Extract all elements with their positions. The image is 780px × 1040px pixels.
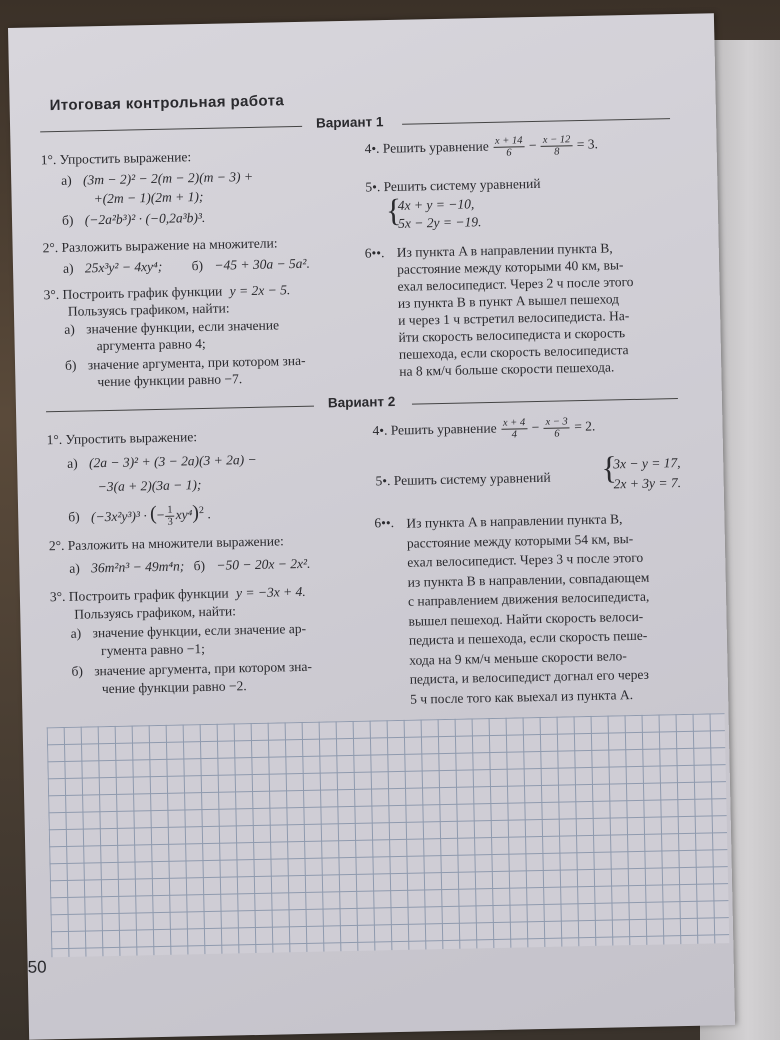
v2-task3-line2: Пользуясь графиком, найти:	[74, 603, 237, 622]
v1-task5-eq2: 5x − 2y = −19.	[398, 214, 482, 231]
v1-task3-a-line2: аргумента равно 4;	[96, 335, 206, 354]
v2-task2-options	[69, 555, 310, 577]
v2-task3-a-line1: значение функции, если значение ар-	[92, 620, 307, 641]
v2-task1-text: Упростить выражение:	[65, 429, 198, 447]
v1-task5-brace: {	[385, 191, 402, 229]
v2-task4-fraction2	[543, 416, 570, 440]
v2-task3-text: Построить график функции	[68, 585, 229, 604]
v2-task6-line: Из пункта A в направлении пункта B,	[406, 511, 623, 531]
v1-task3-a-label: а)	[64, 321, 75, 337]
v1-task1-a	[61, 168, 253, 189]
v1-task4-f2-den: 8	[554, 146, 560, 158]
v1-task4-fraction1	[493, 135, 525, 159]
v1-task1-a-line1: (3m − 2)² − 2(m − 2)(m − 3) +	[82, 168, 254, 188]
v2-task1-b-expr2: xy⁴	[175, 506, 193, 523]
v2-task1-b-tail: .	[207, 506, 211, 522]
v2-task4	[372, 416, 595, 444]
v1-task6-text	[397, 239, 636, 380]
v2-task1-b-sign: −	[156, 507, 165, 523]
v2-task2	[49, 532, 284, 554]
v2-task3-b	[71, 658, 312, 680]
v1-task3-func: y = 2x − 5.	[229, 282, 291, 299]
v1-task1-b-label: б)	[61, 212, 74, 228]
v1-task6-line: на 8 км/ч больше скорости пешехода.	[399, 359, 615, 379]
v1-task4	[364, 134, 598, 162]
v1-task1-b-expr: (−2a²b³)² · (−0,2a³b)³.	[84, 209, 206, 228]
v2-task2-a-expr: 36m²n³ − 49m⁴n;	[91, 558, 185, 576]
v1-task3-line2: Пользуясь графиком, найти:	[67, 300, 230, 319]
v2-task6-line: хода на 9 км/ч меньше скорости вело-	[409, 647, 627, 668]
v1-task6-line: йти скорость велосипедиста и скорость	[398, 325, 626, 345]
v2-task6-line: из пункта B в направлении, совпадающем	[407, 569, 650, 590]
v2-task2-text: Разложить на множители выражение:	[67, 533, 284, 553]
v2-task3-a-line2: гумента равно −1;	[100, 641, 206, 659]
v2-task4-text: Решить уравнение	[390, 420, 497, 438]
v1-task6-line: Из пункта A в направлении пункта B,	[396, 240, 613, 260]
v2-task1-b-close-paren: )	[192, 501, 200, 524]
v2-task2-b-label: б)	[193, 557, 206, 574]
v2-task4-minus: −	[531, 419, 540, 435]
v1-task1-number: 1°.	[40, 152, 57, 168]
v1-task2	[42, 234, 277, 256]
v1-task4-text: Решить уравнение	[382, 138, 489, 156]
v2-task6-line: расстояние между которыми 54 км, вы-	[406, 530, 634, 551]
v1-task2-text: Разложить выражение на множители:	[61, 235, 278, 255]
v1-task6-line: ехал велосипедист. Через 2 ч после этого	[397, 273, 634, 294]
v1-task1-b	[62, 209, 206, 229]
v1-task2-number: 2°.	[42, 239, 59, 256]
v1-task1	[41, 148, 192, 168]
v2-task1-b-open-paren: (	[149, 502, 157, 525]
v2-task2-number: 2°.	[48, 537, 65, 554]
v2-task3-b-line1: значение аргумента, при котором зна-	[94, 658, 313, 679]
v2-task3-b-label: б)	[71, 663, 84, 679]
v2-task4-f1-num: x + 4	[501, 417, 527, 430]
v2-task5-eq1: 3x − y = 17,	[613, 455, 681, 472]
v2-task5-brace: {	[600, 449, 618, 486]
v2-task5	[375, 469, 550, 490]
v2-task1-b-label: б)	[68, 509, 80, 525]
v2-task4-number: 4•.	[372, 422, 388, 439]
v2-task5-text: Решить систему уравнений	[393, 469, 551, 489]
v1-task2-a-label: а)	[62, 260, 74, 276]
v1-task3-b-line1: значение аргумента, при котором зна-	[87, 352, 306, 373]
v2-task3	[50, 583, 306, 605]
divider-right-2	[412, 398, 678, 405]
v1-task6-line: расстояние между которыми 40 км, вы-	[396, 257, 624, 277]
v1-task5-eq1: 4x + y = −10,	[397, 196, 475, 213]
v2-task1-b	[68, 502, 211, 530]
workbook-page	[8, 13, 735, 1040]
v1-task4-number: 4•.	[364, 140, 380, 157]
v2-task1-b-frac-den: 3	[167, 516, 173, 528]
v2-task3-b-line2: чение функции равно −2.	[101, 678, 247, 697]
v2-task6-line: педиста, и велосипедист догнал его через	[409, 666, 650, 687]
v2-task6-text	[406, 509, 652, 709]
v2-task1-a	[67, 451, 257, 472]
v1-task3-text: Построить график функции	[62, 283, 223, 302]
v2-task1-a-line2: −3(a + 2)(3a − 1);	[97, 477, 202, 495]
v2-task6-line: педиста и пешехода, если скорость пеше-	[408, 627, 648, 648]
v1-task4-f2-num: x − 12	[541, 134, 573, 147]
variant-1-heading: Вариант 1	[315, 114, 384, 131]
v2-task6-line: ехал велосипедист. Через 3 ч после этого	[407, 549, 644, 570]
v1-task6-line: и через 1 ч встретил велосипедиста. На-	[398, 308, 630, 328]
v1-task4-f1-num: x + 14	[493, 135, 525, 148]
divider-left-2	[46, 406, 314, 413]
page-title: Итоговая контрольная работа	[49, 92, 285, 115]
v2-task5-eq2: 2x + 3y = 7.	[613, 475, 682, 492]
v1-task6-line: из пункта B в пункт A вышел пешеход	[397, 291, 620, 311]
v1-task2-options	[63, 255, 310, 277]
v2-task5-number: 5•.	[375, 473, 391, 489]
v2-task1	[46, 428, 197, 448]
v2-task1-b-frac-num: 1	[165, 505, 174, 517]
v1-task3-b-line2: чение функции равно −7.	[97, 371, 243, 390]
v1-task4-rhs: = 3.	[576, 136, 599, 152]
v1-task3-b-label: б)	[64, 357, 77, 373]
v1-task6-number: 6••.	[364, 245, 385, 261]
v2-task4-rhs: = 2.	[574, 418, 596, 434]
v2-task3-func: y = −3x + 4.	[235, 583, 306, 601]
v2-task4-fraction1	[501, 417, 528, 441]
v2-task1-a-line1: (2a − 3)² + (3 − 2a)(3 + 2a) −	[88, 451, 257, 471]
v1-task6-line: пешехода, если скорость велосипедиста	[398, 342, 629, 362]
answer-grid	[47, 713, 730, 957]
divider-right-1	[402, 118, 670, 125]
v1-task5-number: 5•.	[365, 179, 381, 195]
v1-task1-a-label: а)	[61, 172, 72, 188]
v2-task6-line: с направлением движения велосипедиста,	[407, 588, 650, 609]
v1-task4-f1-den: 6	[506, 147, 512, 159]
v2-task6-number: 6••.	[374, 515, 395, 531]
v1-task3-a-line1: значение функции, если значение	[86, 317, 280, 337]
v2-task1-b-fraction	[165, 505, 175, 528]
v2-task1-b-expr1: (−3x²y³)³ ·	[90, 507, 147, 524]
v1-task3-number: 3°.	[43, 286, 60, 303]
v1-task5-text: Решить систему уравнений	[383, 175, 541, 195]
v2-task4-f2-den: 6	[554, 428, 560, 440]
v2-task6-line: вышел пешеход. Найти скорость велоси-	[408, 608, 644, 629]
v1-task1-text: Упростить выражение:	[59, 149, 192, 167]
v1-task2-b-label: б)	[191, 257, 204, 274]
v2-task4-f1-den: 4	[511, 429, 518, 441]
page-number: 50	[27, 957, 47, 977]
divider-left-1	[40, 126, 302, 132]
v1-task2-a-expr: 25x³y² − 4xy⁴;	[84, 258, 163, 276]
v2-task3-a-label: а)	[70, 625, 82, 641]
v2-task3-a	[71, 620, 307, 642]
variant-2-heading: Вариант 2	[327, 393, 396, 411]
v2-task1-a-label: а)	[66, 455, 78, 471]
v1-task4-minus: −	[528, 137, 537, 153]
v2-task1-number: 1°.	[46, 431, 63, 448]
v1-task1-a-line2: +(2m − 1)(2m + 1);	[93, 188, 204, 207]
v1-task4-fraction2	[541, 134, 573, 158]
v2-task4-f2-num: x − 3	[543, 416, 569, 429]
v2-task2-b-expr: −50 − 20x − 2x².	[216, 555, 311, 573]
v2-task2-a-label: а)	[69, 560, 80, 576]
v2-task3-number: 3°.	[49, 588, 66, 605]
v2-task6-line: 5 ч после того как выехал из пункта A.	[409, 686, 634, 707]
v2-task1-b-power: 2	[198, 505, 205, 517]
v1-task2-b-expr: −45 + 30a − 5a².	[214, 255, 311, 273]
